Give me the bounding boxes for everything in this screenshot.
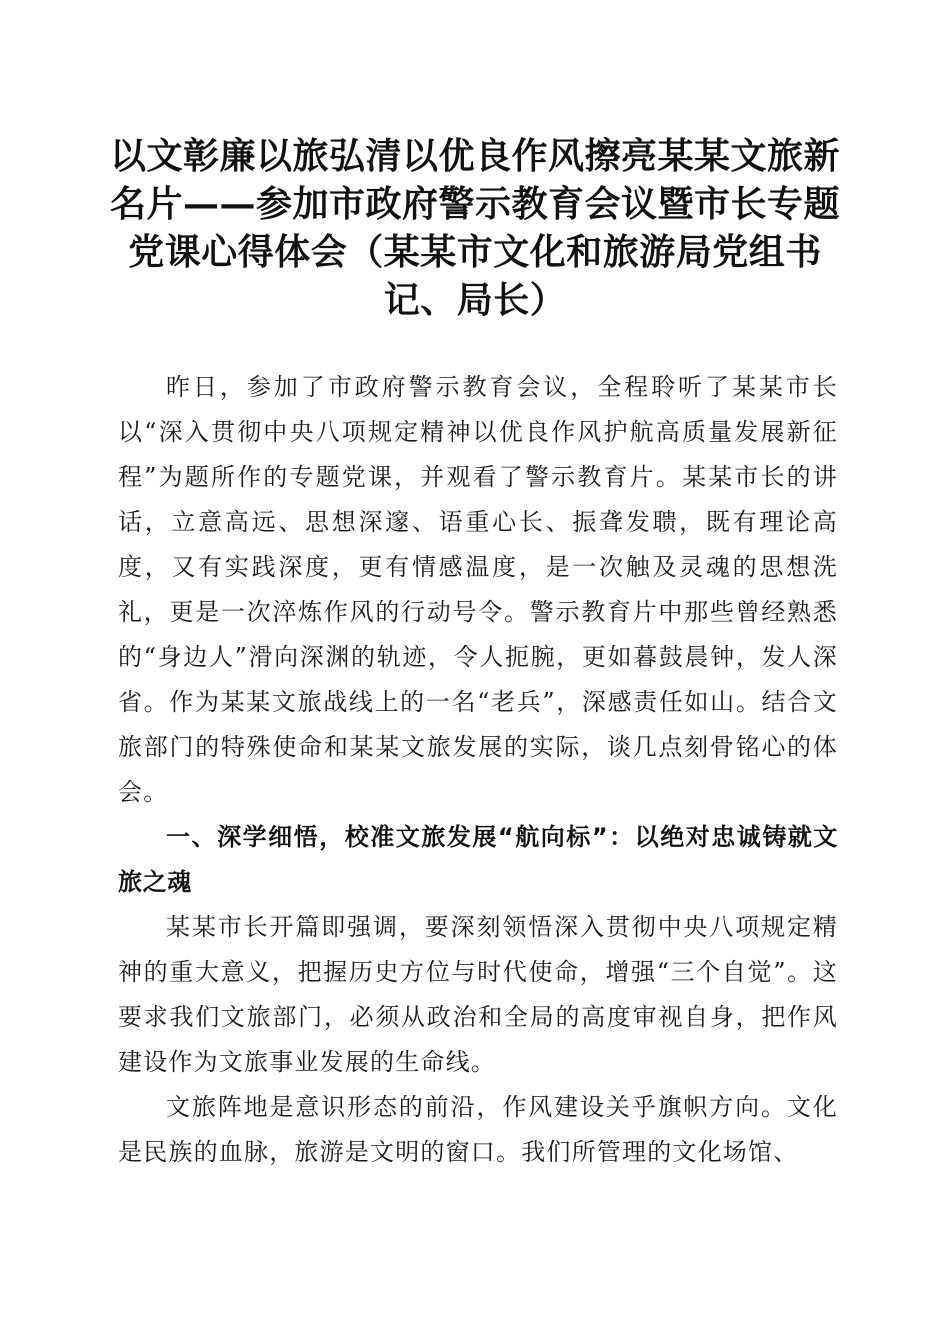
paragraph-section-1-b: 文旅阵地是意识形态的前沿，作风建设关乎旗帜方向。文化是民族的血脉，旅游是文明的窗口。我们所管理的文化场馆、 [118,1093,838,1166]
section-heading-1: 一、深学细悟，校准文旅发展“航向标”：以绝对忠诚铸就文旅之魂 [118,823,838,896]
document-title: 以文彰廉以旅弘清以优良作风擦亮某某文旅新名片——参加市政府警示教育会议暨市长专题党课心得体会（某某市文化和旅游局党组书记、局长） [110,135,841,321]
document-body [118,365,838,1175]
paragraph-intro: 昨日，参加了市政府警示教育会议，全程聆听了某某市长以“深入贯彻中央八项规定精神以优良作风护航高质量发展新征程”为题所作的专题党课，并观看了警示教育片。某某市长的讲话，立意高远、思想深邃、语重心长、振聋发聩，既有理论高度，又有实践深度，更有情感温度，是一次触及灵魂的思想洗礼，更是一次淬炼作风的行动号令。警示教育片中那些曾经熟悉的“身边人”滑向深渊的轨迹，令人扼腕，更如暮鼓晨钟，发人深省。作为某某文旅战线上的一名“老兵”，深感责任如山。结合文旅部门的特殊使命和某某文旅发展的实际，谈几点刻骨铭心的体会。 [118,373,838,806]
paragraph-section-1-a: 某某市长开篇即强调，要深刻领悟深入贯彻中央八项规定精神的重大意义，把握历史方位与时代使命，增强“三个自觉”。这要求我们文旅部门，必须从政治和全局的高度审视自身，把作风建设作为文旅事业发展的生命线。 [118,913,838,1076]
